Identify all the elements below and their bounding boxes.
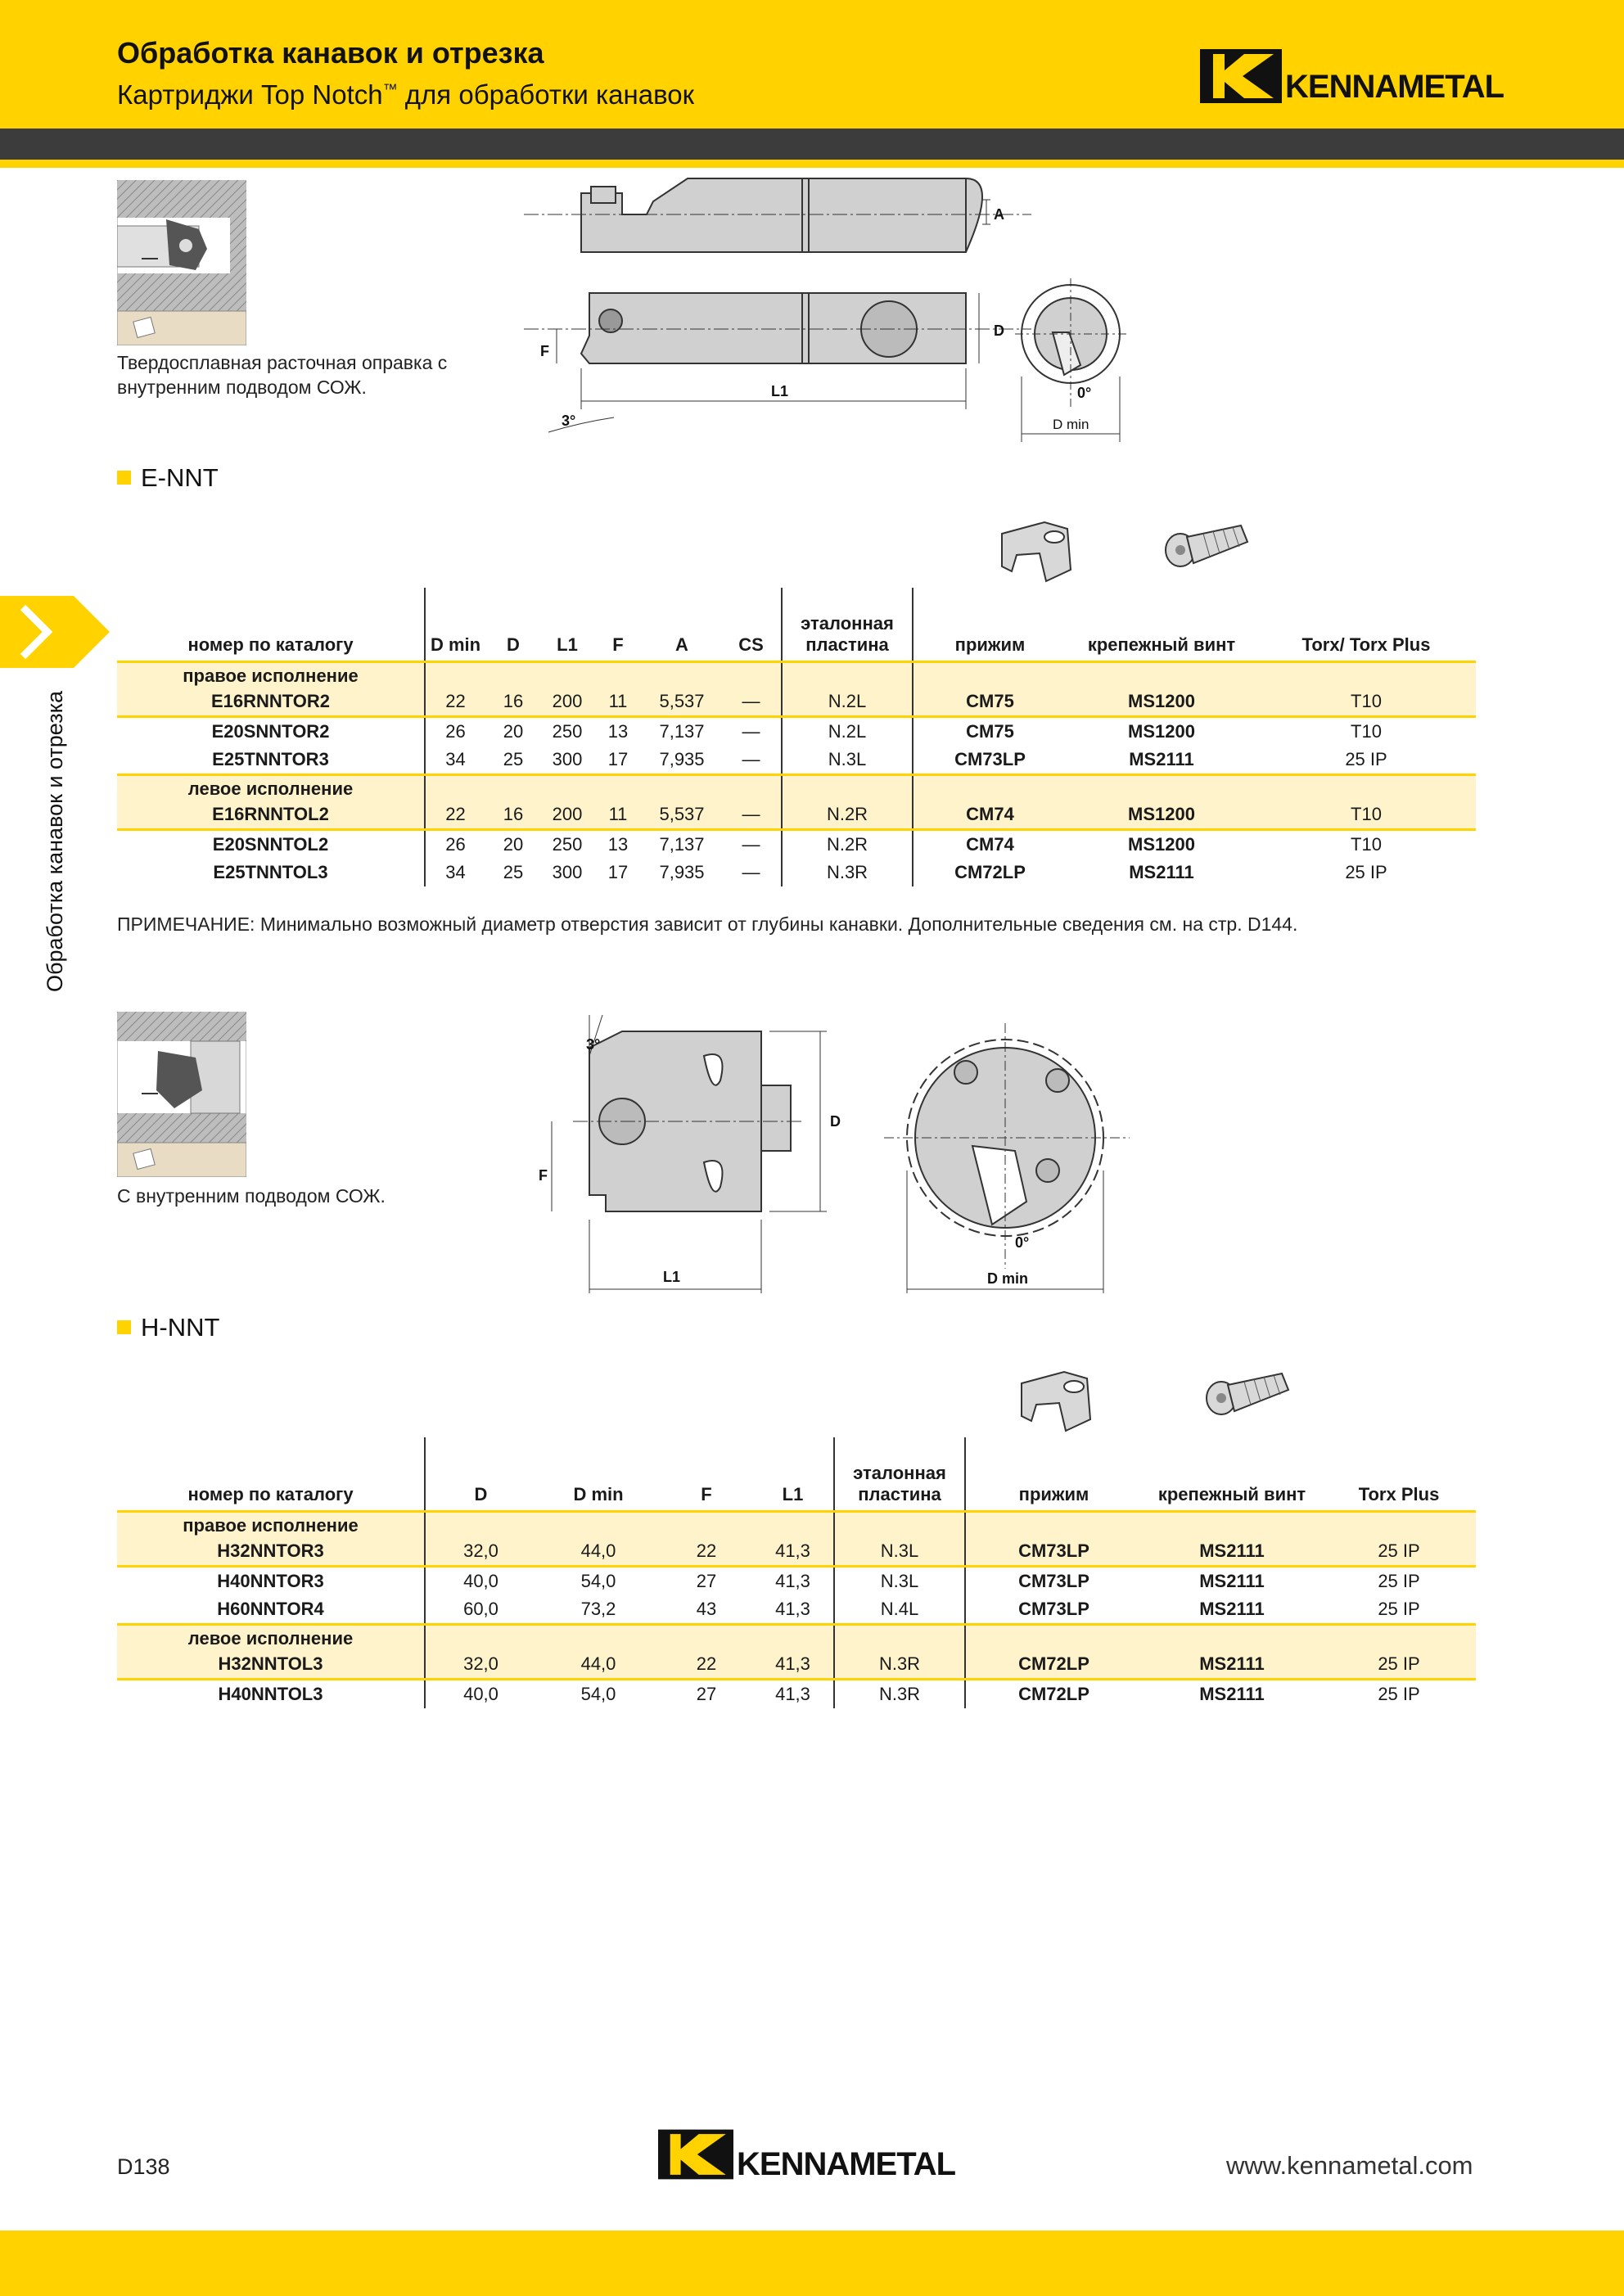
e-nnt-boring-bar-drawing — [524, 172, 1146, 450]
section2-caption: С внутренним подводом СОЖ. — [117, 1185, 386, 1207]
e-nnt-table — [117, 588, 1476, 886]
section-marker-icon — [117, 1320, 131, 1334]
h-nnt-cartridge-drawing — [524, 1007, 1146, 1293]
clamp-screw-icon — [1203, 1365, 1293, 1423]
table-row: E25TNNTOR3 34 25 300 17 7,935 — N.3L CM73LP MS2111 25 IP — [117, 746, 1476, 775]
dim-angle2-label: 3° — [586, 1036, 601, 1053]
col-header: прижим — [965, 1437, 1142, 1511]
group-label: правое исполнение — [117, 661, 425, 688]
col-header: F — [661, 1437, 752, 1511]
col-header: D — [485, 588, 541, 661]
boring-bar-application-thumbnail — [117, 180, 246, 345]
col-header: эталонная пластина — [782, 588, 913, 661]
table-row: H40NNTOL3 40,0 54,0 27 41,3 N.3R CM72LP MS2111 25 IP — [117, 1679, 1476, 1708]
clamp-icon — [995, 517, 1077, 586]
section-marker-icon — [117, 471, 131, 485]
table-row: E25TNNTOL3 34 25 300 17 7,935 — N.3R CM72LP MS2111 25 IP — [117, 859, 1476, 886]
col-header: F — [593, 588, 643, 661]
kennametal-logo-header: KENNAMETAL — [1200, 49, 1282, 107]
group-label: левое исполнение — [117, 774, 425, 801]
table-row: E20SNNTOL2 26 20 250 13 7,137 — N.2R CM74 MS1200 T10 — [117, 829, 1476, 859]
col-header: CS — [721, 588, 782, 661]
col-header: Torx Plus — [1322, 1437, 1476, 1511]
h-nnt-table — [117, 1437, 1476, 1708]
table-row: E16RNNTOR2 22 16 200 11 5,537 — N.2L CM75 MS1200 T10 — [117, 688, 1476, 717]
kennametal-k-icon — [658, 2128, 733, 2181]
col-header: D min — [425, 588, 485, 661]
col-header: A — [643, 588, 721, 661]
dim-f2-label: F — [539, 1167, 548, 1184]
col-header: номер по каталогу — [117, 1437, 425, 1511]
dim-l1-label: L1 — [771, 383, 789, 399]
section1-caption: Твердосплавная расточная оправка с внутренним подводом СОЖ. — [117, 352, 448, 398]
e-nnt-heading: E-NNT — [117, 463, 219, 493]
page-number: D138 — [117, 2154, 170, 2179]
footer-band — [0, 2231, 1624, 2296]
kennametal-k-icon — [1200, 49, 1282, 103]
col-header: D — [425, 1437, 536, 1511]
kennametal-logo-footer: KENNAMETAL — [658, 2128, 733, 2185]
dim-l1-2-label: L1 — [663, 1269, 681, 1285]
table-row: E16RNNTOL2 22 16 200 11 5,537 — N.2R CM74 MS1200 T10 — [117, 801, 1476, 830]
clamp-screw-icon — [1162, 517, 1252, 575]
side-tab-label: Обработка канавок и отрезка — [43, 690, 67, 992]
cartridge-application-thumbnail — [117, 1012, 246, 1177]
col-header: D min — [536, 1437, 661, 1511]
group-label: левое исполнение — [117, 1624, 425, 1650]
table-row: H32NNTOL3 32,0 44,0 22 41,3 N.3R CM72LP MS2111 25 IP — [117, 1650, 1476, 1680]
table-note: ПРИМЕЧАНИЕ: Минимально возможный диаметр отверстия зависит от глубины канавки. Дополнительные сведения см. на стр. D144. — [117, 913, 1298, 935]
col-header: крепежный винт — [1142, 1437, 1322, 1511]
website-link[interactable]: www.kennametal.com — [1226, 2151, 1473, 2180]
dim-zero-label: 0° — [1077, 385, 1092, 401]
dim-d2-label: D — [830, 1113, 841, 1130]
col-header: прижим — [913, 588, 1067, 661]
col-header: L1 — [541, 588, 593, 661]
table-row: H40NNTOR3 40,0 54,0 27 41,3 N.3L CM73LP MS2111 25 IP — [117, 1566, 1476, 1595]
col-header: Torx/ Torx Plus — [1256, 588, 1476, 661]
col-header: эталонная пластина — [834, 1437, 965, 1511]
dim-zero2-label: 0° — [1015, 1234, 1030, 1251]
side-tab-arrow-icon — [0, 596, 111, 668]
dim-angle-label: 3° — [562, 413, 576, 429]
dim-a-label: A — [994, 206, 1004, 223]
h-nnt-heading: H-NNT — [117, 1313, 219, 1342]
col-header: крепежный винт — [1067, 588, 1256, 661]
header-dark-band — [0, 129, 1624, 160]
col-header: L1 — [752, 1437, 834, 1511]
page-title: Обработка канавок и отрезка — [117, 36, 544, 70]
table-row: H60NNTOR4 60,0 73,2 43 41,3 N.4L CM73LP MS2111 25 IP — [117, 1595, 1476, 1625]
dim-dmin2-label: D min — [987, 1270, 1029, 1287]
header-yellow-line — [0, 160, 1624, 168]
group-label: правое исполнение — [117, 1511, 425, 1537]
dim-f-label: F — [540, 343, 549, 359]
page-subtitle: Картриджи Top Notch™ для обработки канавок — [117, 79, 695, 110]
clamp-icon — [1015, 1367, 1097, 1436]
table-row: E20SNNTOR2 26 20 250 13 7,137 — N.2L CM75 MS1200 T10 — [117, 716, 1476, 746]
dim-d-label: D — [994, 323, 1004, 339]
col-header: номер по каталогу — [117, 588, 425, 661]
table-row: H32NNTOR3 32,0 44,0 22 41,3 N.3L CM73LP MS2111 25 IP — [117, 1537, 1476, 1567]
dim-dmin-label: D min — [1053, 417, 1089, 432]
